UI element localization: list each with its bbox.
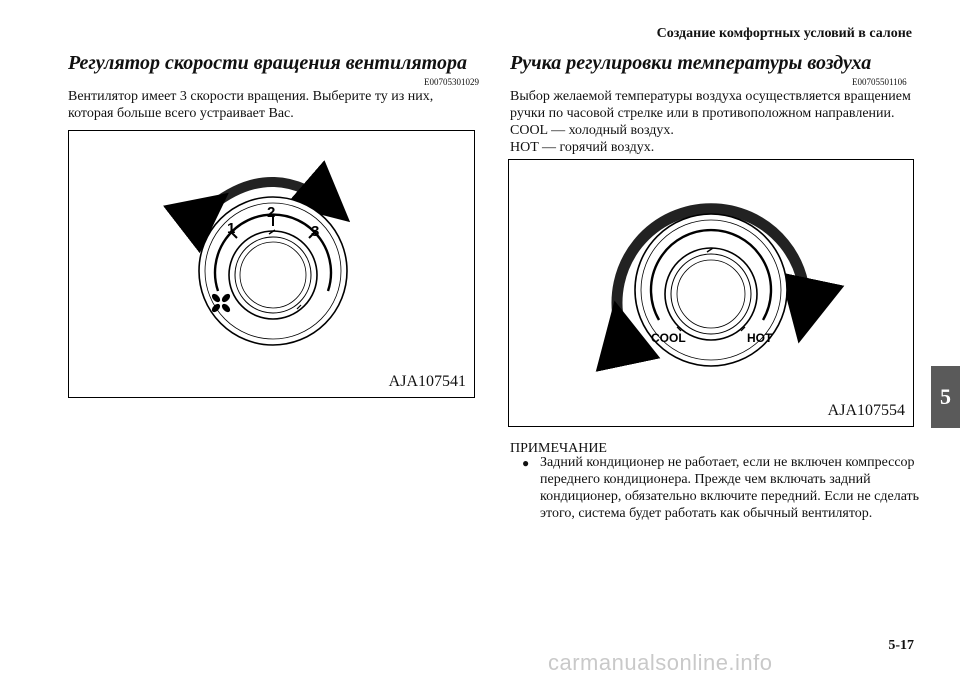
note-bullet-icon: ● xyxy=(522,456,530,470)
fan-section-code: E00705301029 xyxy=(424,77,479,87)
running-header: Создание комфортных условий в салоне xyxy=(656,26,912,41)
page-number: 5-17 xyxy=(888,638,914,653)
temperature-figure-label: AJA107554 xyxy=(827,402,905,419)
temperature-description: Выбор желаемой температуры воздуха осуществляется вращением ручки по часовой стрелке или в противоположном направлении. xyxy=(510,89,911,121)
fan-speed-heading: Регулятор скорости вращения вентилятора xyxy=(68,52,467,74)
speed-label-2: 2 xyxy=(267,204,276,221)
watermark: carmanualsonline.info xyxy=(548,650,773,675)
fan-speed-figure xyxy=(68,130,475,398)
cool-explanation: COOL — холодный воздух. xyxy=(510,123,674,138)
hot-label: HOT xyxy=(747,331,773,345)
fan-figure-label: AJA107541 xyxy=(388,373,466,390)
note-text: Задний кондиционер не работает, если не включен компрессор переднего кондиционера. Прежде чем включать задний кондиционер, обязательно включите передний. Если не сделать этого, система будет работать как обычный вентилятор. xyxy=(540,455,920,521)
temperature-section-code: E00705501106 xyxy=(852,77,907,87)
hot-explanation: HOT — горячий воздух. xyxy=(510,140,655,155)
fan-dial-illustration xyxy=(69,131,476,399)
speed-label-1: 1 xyxy=(227,220,236,237)
fan-speed-description: Вентилятор имеет 3 скорости вращения. Выберите ту из них, которая больше всего устраивает Вас. xyxy=(68,89,434,121)
temperature-figure xyxy=(508,159,914,427)
temperature-dial-illustration xyxy=(509,160,915,428)
cool-label: COOL xyxy=(651,331,686,345)
speed-label-3: 3 xyxy=(311,223,320,240)
temperature-heading: Ручка регулировки температуры воздуха xyxy=(510,52,872,74)
chapter-tab: 5 xyxy=(931,366,960,428)
note-title: ПРИМЕЧАНИЕ xyxy=(510,441,607,456)
